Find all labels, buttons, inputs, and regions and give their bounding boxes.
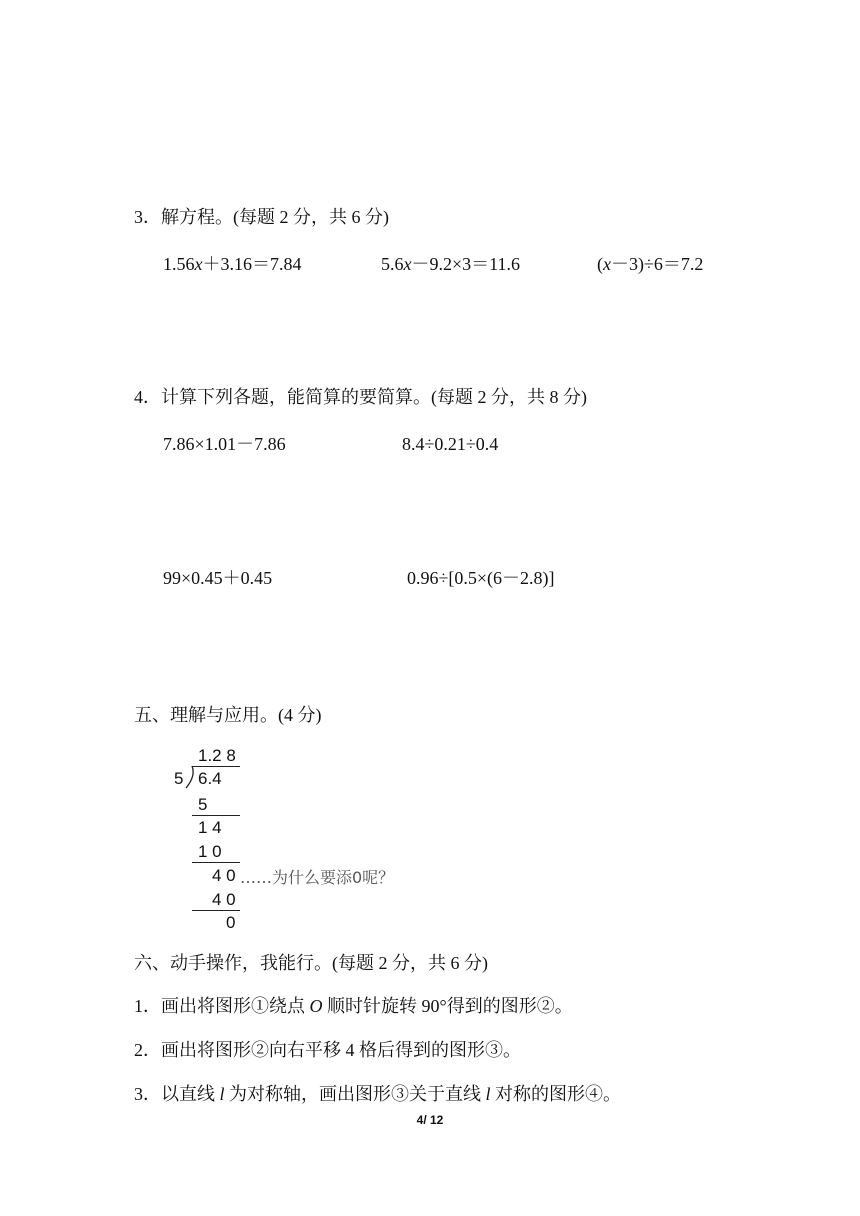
- division-bracket: [184, 764, 198, 790]
- division-step-2: 1 4: [198, 818, 222, 837]
- equation-3: [597, 252, 703, 276]
- division-quotient: 1.2 8: [198, 746, 236, 765]
- division-step-1: 5: [198, 795, 208, 814]
- page-number: 4/ 12: [416, 1113, 444, 1127]
- task-1: [134, 994, 573, 1018]
- calc-problem-4: 0.96÷[0.5×(6－2.8)]: [407, 568, 555, 588]
- eq3-variable: x: [603, 254, 611, 274]
- division-step-4: 4 0: [212, 866, 236, 885]
- division-rule-3: [192, 910, 240, 911]
- section-5-title: 五、理解与应用。(4 分): [134, 705, 322, 725]
- eq3-part-b: －3)÷6＝7.2: [611, 254, 704, 274]
- division-rule-1: [192, 815, 240, 816]
- task-1-prefix: 1．画出将图形①绕点: [134, 996, 310, 1016]
- eq1-part-a: 1.56: [163, 254, 195, 274]
- task-3: [134, 1082, 621, 1106]
- eq3-part-a: (: [597, 254, 603, 274]
- division-step-3: 1 0: [198, 842, 222, 861]
- equation-2: [381, 252, 520, 276]
- eq1-part-b: ＋3.16＝7.84: [202, 254, 302, 274]
- calc-problem-3: 99×0.45＋0.45: [163, 568, 273, 588]
- calc-problem-1: 7.86×1.01－7.86: [163, 434, 286, 454]
- section-6-title: 六、动手操作，我能行。(每题 2 分，共 6 分): [134, 953, 488, 973]
- division-divisor: 5: [174, 769, 184, 788]
- task-2: [134, 1038, 521, 1062]
- task-3-line-l: l: [219, 1084, 225, 1104]
- division-rule-2: [192, 862, 240, 863]
- division-dividend: 6.4: [198, 769, 222, 788]
- division-remainder: 0: [226, 913, 236, 932]
- quotient-bar: [192, 766, 240, 767]
- long-division: [170, 744, 450, 934]
- eq2-part-a: 5.6: [381, 254, 404, 274]
- task-2-text: 2．画出将图形②向右平移 4 格后得到的图形③。: [134, 1040, 521, 1060]
- task-3-middle: 为对称轴，画出图形③关于直线: [224, 1084, 486, 1104]
- division-step-5: 4 0: [212, 890, 236, 909]
- task-3-suffix: 对称的图形④。: [490, 1084, 622, 1104]
- division-note: ……为什么要添0呢？: [240, 868, 395, 887]
- equation-1: [163, 252, 302, 276]
- eq2-variable: x: [403, 254, 412, 274]
- task-3-prefix: 3．以直线: [134, 1084, 220, 1104]
- task-1-suffix: 顺时针旋转 90°得到的图形②。: [322, 996, 573, 1016]
- eq2-part-b: －9.2×3＝11.6: [411, 254, 520, 274]
- question-3-title: 3．解方程。(每题 2 分，共 6 分): [134, 207, 389, 227]
- eq1-variable: x: [194, 254, 203, 274]
- task-1-point-o: O: [309, 996, 323, 1016]
- calc-problem-2: 8.4÷0.21÷0.4: [402, 434, 499, 454]
- task-3-line-l-2: l: [485, 1084, 491, 1104]
- question-4-title: 4．计算下列各题，能简算的要简算。(每题 2 分，共 8 分): [134, 387, 587, 407]
